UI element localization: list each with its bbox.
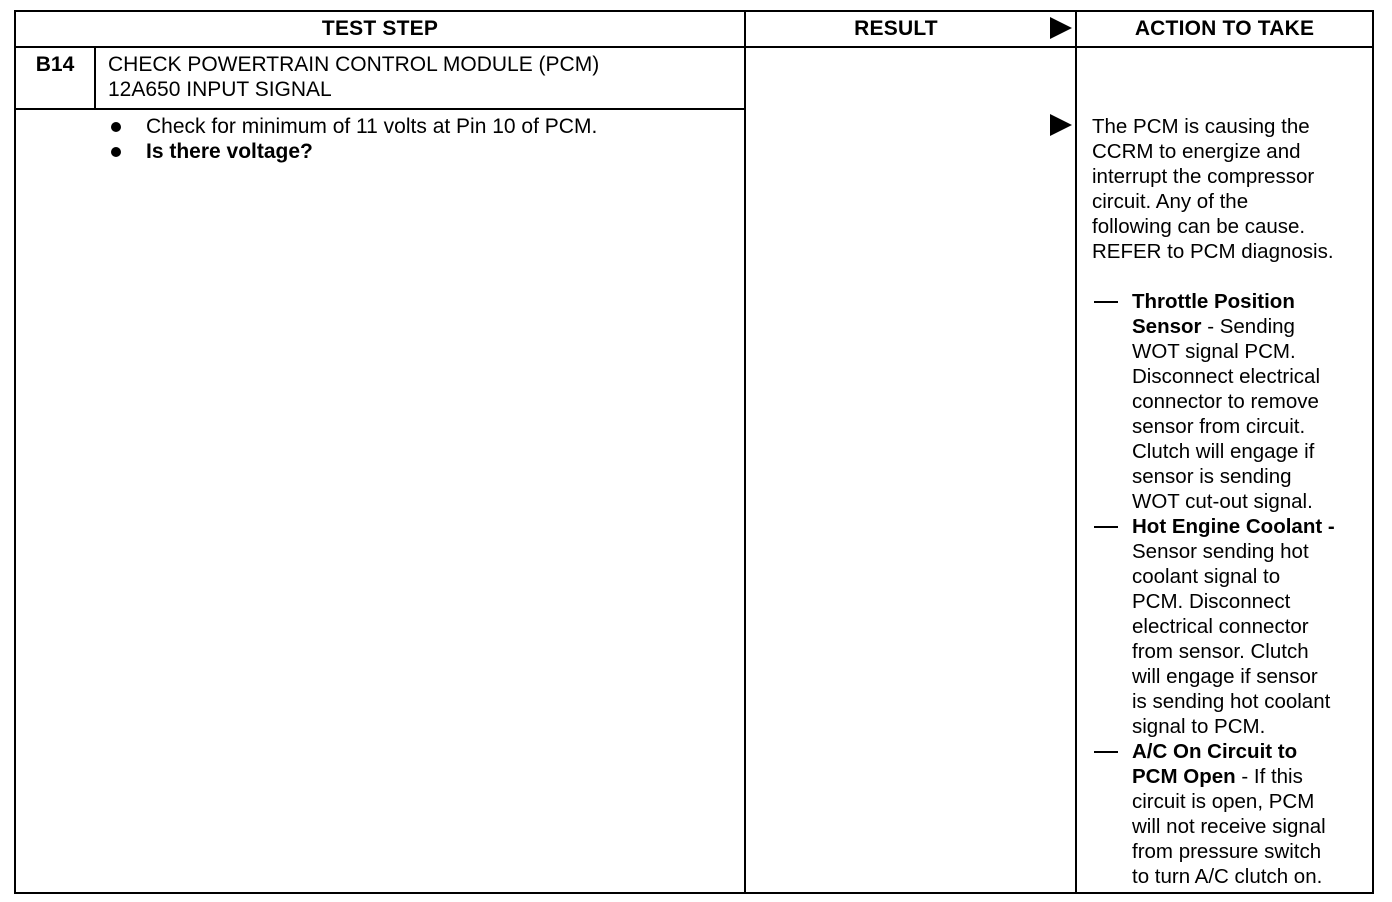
item-body-line: sensor from circuit. — [1132, 415, 1306, 438]
item-body-line: electrical connector — [1132, 615, 1309, 638]
item-body-line: sensor is sending — [1132, 465, 1292, 488]
bullet-icon — [111, 147, 121, 157]
header-action-to-take: ACTION TO TAKE — [1134, 17, 1315, 40]
list-item — [1092, 514, 1378, 739]
item-body-line: from pressure switch — [1132, 840, 1322, 863]
list-item — [1092, 739, 1378, 889]
bullet-icon — [111, 122, 121, 132]
item-tail: - If this — [1235, 765, 1303, 788]
step-title-line: 12A650 INPUT SIGNAL — [108, 78, 332, 101]
item-body-line: to turn A/C clutch on. — [1132, 865, 1323, 888]
item-body-line: circuit is open, PCM — [1132, 790, 1315, 813]
item-body-line: is sending hot coolant — [1132, 690, 1331, 713]
item-body-line: WOT signal PCM. — [1132, 340, 1296, 363]
action-content — [1092, 114, 1378, 889]
action-intro-line: REFER to PCM diagnosis. — [1092, 240, 1334, 263]
item-body-line: WOT cut-out signal. — [1132, 490, 1313, 513]
header-bottom-border — [14, 46, 1374, 48]
action-intro-line: circuit. Any of the — [1092, 190, 1249, 213]
item-body-line: Clutch will engage if — [1132, 440, 1315, 463]
step-title — [108, 52, 738, 102]
result-arrow-icon — [1050, 114, 1072, 136]
item-body-line: signal to PCM. — [1132, 715, 1266, 738]
list-item — [108, 139, 738, 164]
item-body-line: will not receive signal — [1132, 815, 1326, 838]
step-title-line: CHECK POWERTRAIN CONTROL MODULE (PCM) — [108, 53, 600, 76]
action-intro — [1092, 114, 1378, 264]
item-title-line: Sensor — [1132, 315, 1202, 338]
header-test-step: TEST STEP — [321, 17, 439, 40]
item-body-line: PCM. Disconnect — [1132, 590, 1291, 613]
step-id: B14 — [35, 53, 75, 76]
item-body-line: connector to remove — [1132, 390, 1319, 413]
instruction-question: Is there voltage? — [146, 140, 313, 163]
table-bottom-border — [14, 892, 1374, 894]
result-action-divider — [1075, 10, 1077, 894]
item-title-line: A/C On Circuit to — [1132, 740, 1298, 763]
table-left-border — [14, 10, 16, 894]
header-arrow-icon — [1050, 17, 1072, 39]
action-intro-line: following can be cause. — [1092, 215, 1306, 238]
step-id-divider — [94, 46, 96, 109]
item-body-line: coolant signal to — [1132, 565, 1281, 588]
step-instructions — [108, 114, 738, 164]
item-body-line: Sensor sending hot — [1132, 540, 1309, 563]
header-result: RESULT — [854, 17, 938, 40]
action-intro-line: interrupt the compressor — [1092, 165, 1315, 188]
item-title-line: Throttle Position — [1132, 290, 1295, 313]
item-tail: - Sending — [1201, 315, 1295, 338]
item-body-line: will engage if sensor — [1132, 665, 1318, 688]
item-title-line: PCM Open — [1132, 765, 1236, 788]
step-title-bottom-border — [14, 108, 745, 110]
list-item — [108, 114, 738, 139]
instruction-text: Check for minimum of 11 volts at Pin 10 of PCM. — [146, 115, 598, 138]
list-item — [1092, 289, 1378, 514]
item-body-line: Disconnect electrical — [1132, 365, 1320, 388]
action-intro-line: The PCM is causing the — [1092, 115, 1310, 138]
action-intro-line: CCRM to energize and — [1092, 140, 1301, 163]
item-body-line: from sensor. Clutch — [1132, 640, 1309, 663]
item-title-line: Hot Engine Coolant - — [1132, 515, 1335, 538]
test-step-result-divider — [744, 10, 746, 894]
